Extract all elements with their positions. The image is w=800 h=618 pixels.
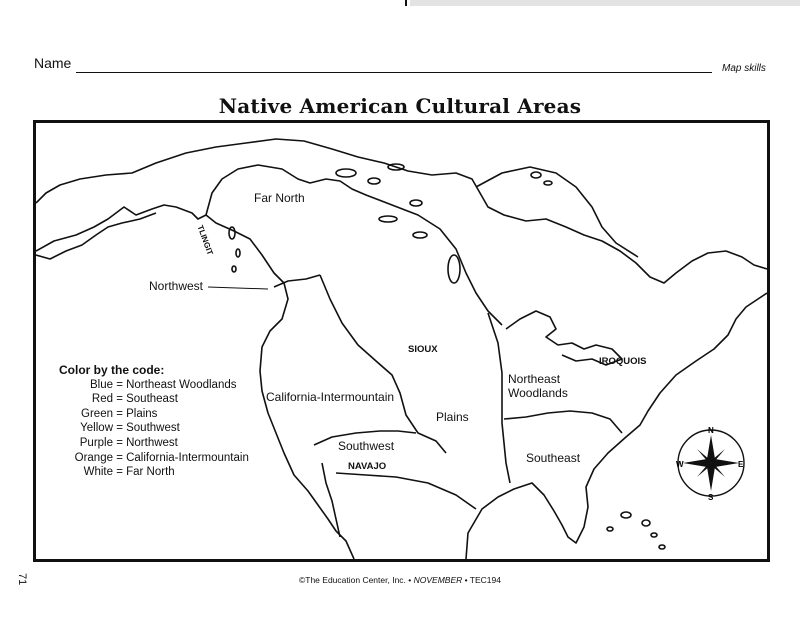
top-divider-tick [405, 0, 407, 6]
name-label: Name [34, 55, 72, 71]
label-plains: Plains [436, 410, 469, 424]
plains-east-boundary [488, 313, 510, 483]
legend-title: Color by the code: [59, 363, 165, 377]
legend-row: Purple = Northwest [79, 436, 178, 449]
topic-label: Map skills [722, 63, 766, 74]
compass-east: E [738, 460, 744, 469]
label-california-intermountain: California-Intermountain [266, 390, 395, 404]
name-writing-line [76, 72, 712, 73]
legend-row: Red = Southeast [91, 393, 178, 406]
page-number: 71 [16, 573, 28, 586]
map-frame [33, 120, 770, 562]
footer-month: NOVEMBER [413, 575, 463, 585]
legend-row: Yellow = Southwest [80, 422, 180, 435]
map-title: Native American Cultural Areas [218, 94, 582, 118]
north-america-map [36, 123, 767, 559]
color-code-legend [59, 363, 249, 480]
southeast-boundary [504, 411, 622, 433]
compass-south: S [708, 493, 714, 502]
baja-california [322, 463, 340, 537]
footer-text-before: ©The Education Center, Inc. • [299, 575, 414, 585]
label-southwest: Southwest [338, 439, 395, 453]
label-southeast: Southeast [526, 451, 581, 465]
southern-boundary [336, 473, 476, 509]
top-gray-bar [410, 0, 800, 6]
far-north-boundary [206, 165, 502, 325]
label-far-north: Far North [254, 191, 305, 205]
legend-row: Orange = California-Intermountain [74, 451, 249, 464]
northwest-pointer [208, 287, 268, 289]
tribe-tlingit: TLINGIT [195, 224, 215, 257]
legend-row: White = Far North [83, 466, 175, 479]
plains-west-boundary [320, 275, 446, 453]
label-northeast-line2: Woodlands [508, 386, 568, 400]
footer-text-after: • TEC194 [462, 575, 501, 585]
compass-west: W [676, 460, 684, 469]
legend-row: Blue = Northeast Woodlands [89, 378, 237, 391]
alaska-peninsula [36, 213, 156, 259]
compass-rose [676, 426, 744, 502]
tribe-navajo: NAVAJO [348, 461, 387, 472]
greenland [476, 167, 638, 257]
compass-north: N [708, 426, 714, 435]
tribe-sioux: SIOUX [408, 344, 438, 355]
label-northeast-line1: Northeast [508, 372, 561, 386]
footer-credit [0, 575, 800, 585]
label-northwest: Northwest [149, 279, 204, 293]
legend-row: Green = Plains [81, 407, 158, 420]
tribe-iroquois: IROQUOIS [599, 356, 647, 367]
